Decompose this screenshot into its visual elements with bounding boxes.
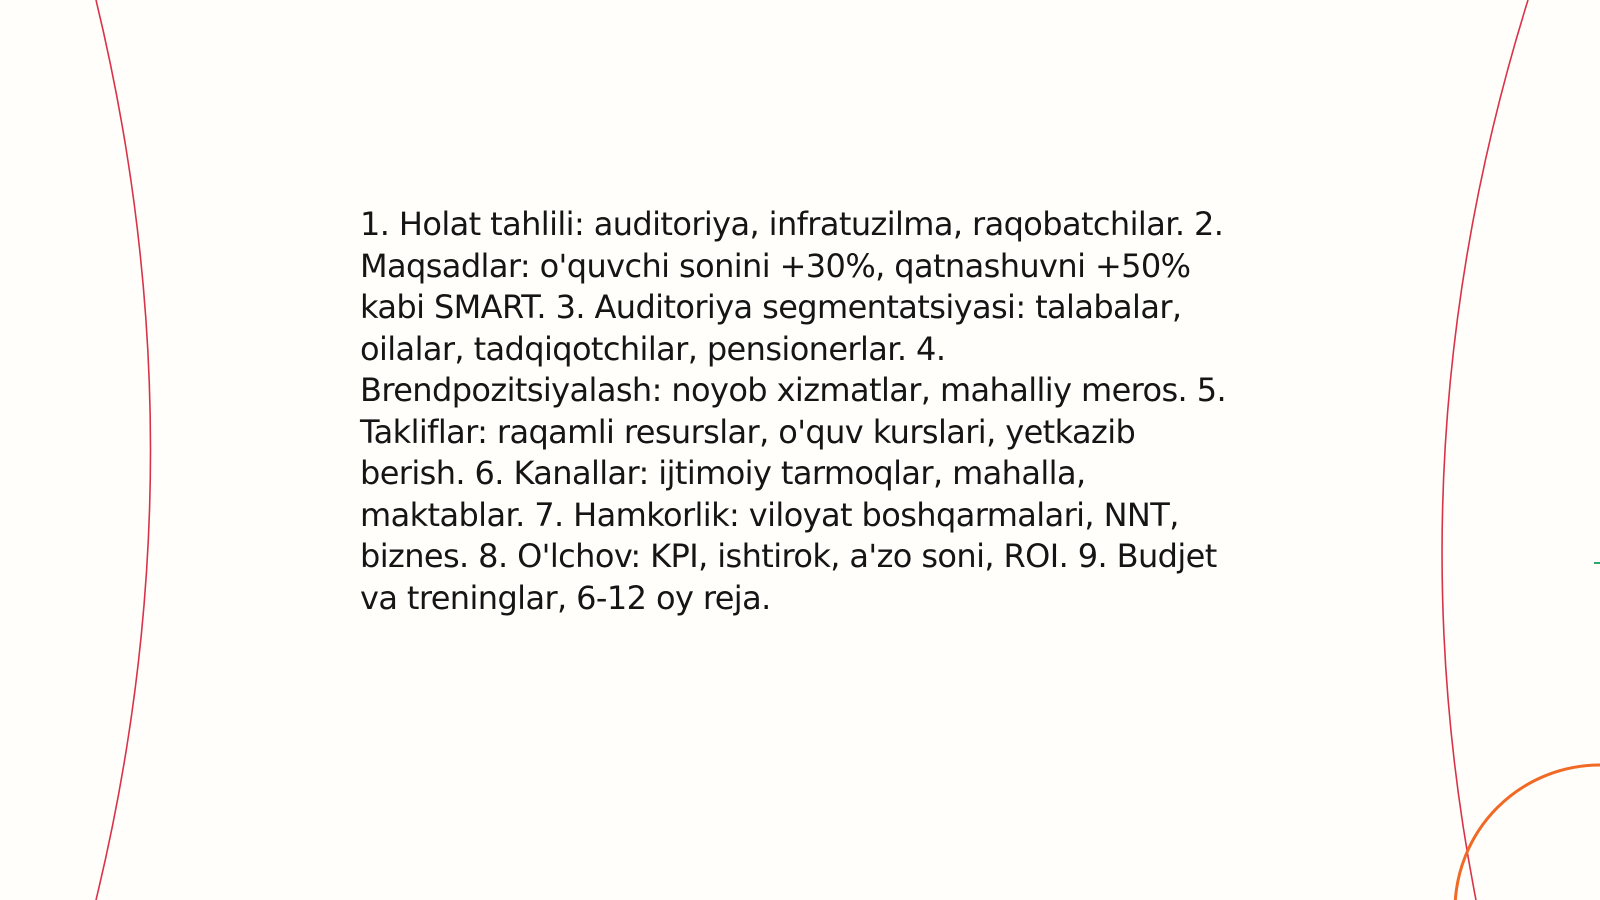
right-curve-line (1442, 0, 1528, 900)
left-curve-line (96, 0, 151, 900)
body-text: 1. Holat tahlili: auditoriya, infratuzilma, raqobatchilar. 2. Maqsadlar: o'quvchi sonini +30%, qatnashuvni +50% kabi SMART. 3. Auditoriya segmentatsiyasi: talabalar, oilalar, tadqiqotchilar, pensionerlar. 4. Brendpozitsiyalash: noyob xizmatlar, mahalliy meros. 5. Takliflar: raqamli resurslar, o'quv kurslari, yetkazib berish. 6. Kanallar: ijtimoiy tarmoqlar, mahalla, maktablar. 7. Hamkorlik: viloyat boshqarmalari, NNT, biznes. 8. O'lchov: KPI, ishtirok, a'zo soni, ROI. 9. Budjet va treninglar, 6-12 oy reja. (360, 205, 1227, 617)
orange-circle-outline (1455, 765, 1600, 900)
